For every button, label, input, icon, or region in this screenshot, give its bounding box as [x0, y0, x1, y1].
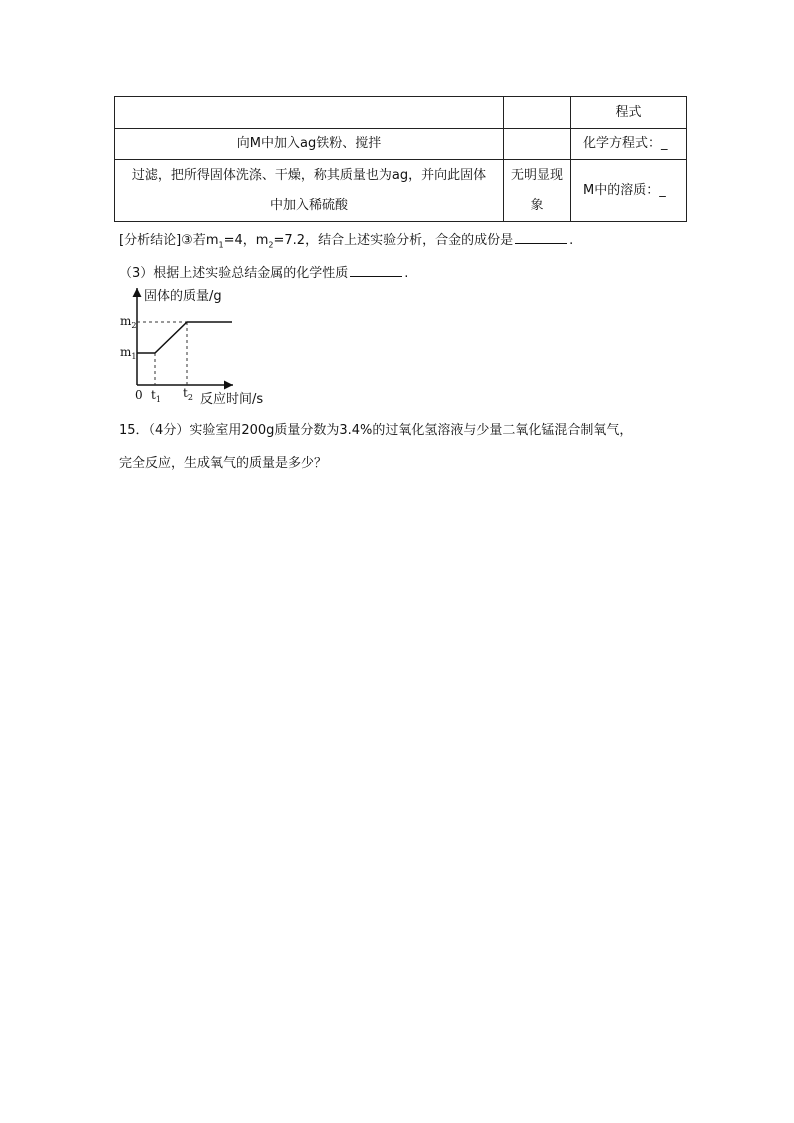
y-tick-m2: $m_2$ — [120, 314, 137, 330]
header-cell-conclusion: 程式 — [571, 97, 687, 129]
question-3-text: （3）根据上述实验总结金属的化学性质 — [119, 266, 349, 281]
row2-conclusion: M中的溶质：_ — [571, 160, 687, 222]
y-axis-label: 固体的质量/g — [144, 289, 222, 304]
row1-phenomenon — [504, 129, 571, 160]
experiment-table — [114, 96, 687, 222]
row2-operation — [115, 160, 504, 222]
x-axis-label: 反应时间/s — [200, 392, 264, 407]
header-cell-operation — [115, 97, 504, 129]
origin-label: 0 — [135, 388, 143, 402]
m1-sub: 1 — [218, 240, 224, 250]
m2-value: =7.2，结合上述实验分析，合金的成份是 — [273, 233, 514, 248]
x-tick-t2: $t_2$ — [183, 386, 193, 402]
m1-label: m — [205, 233, 219, 248]
row2-operation-line2: 中加入稀硫酸 — [269, 197, 348, 213]
mass-curve — [137, 322, 232, 353]
m1-value: =4， — [223, 233, 256, 248]
answer-blank — [350, 266, 402, 277]
row1-operation: 向M中加入ag铁粉、搅拌 — [115, 129, 504, 160]
answer-blank — [515, 233, 567, 244]
row2-phenomenon — [504, 160, 571, 222]
m2-sub: 2 — [268, 240, 274, 250]
question-15-line1: 15．（4分）实验室用200g质量分数为3.4%的过氧化氢溶液与少量二氧化锰混合制氧气， — [119, 423, 633, 438]
analysis-conclusion — [119, 229, 573, 250]
y-tick-m1: $m_1$ — [120, 345, 137, 361]
x-tick-t1: $t_1$ — [151, 388, 161, 404]
table-row — [115, 160, 687, 222]
row2-phenomenon-line1: 无明显现 — [510, 167, 563, 183]
question-3 — [119, 262, 408, 281]
analysis-prefix: [分析结论]③若 — [119, 233, 206, 248]
analysis-suffix: . — [569, 233, 574, 248]
row2-operation-line1: 过滤，把所得固体洗涤、干燥，称其质量也为ag，并向此固体 — [131, 167, 487, 183]
row1-conclusion: 化学方程式：_ — [571, 129, 687, 160]
mass-time-graph — [118, 282, 288, 412]
header-cell-phenomenon — [504, 97, 571, 129]
question-3-suffix: . — [404, 266, 409, 281]
row2-phenomenon-line2: 象 — [530, 197, 544, 213]
question-15-line2: 完全反应，生成氧气的质量是多少？ — [119, 456, 328, 471]
table-header-row — [115, 97, 687, 129]
table-row — [115, 129, 687, 160]
m2-label: m — [255, 233, 269, 248]
